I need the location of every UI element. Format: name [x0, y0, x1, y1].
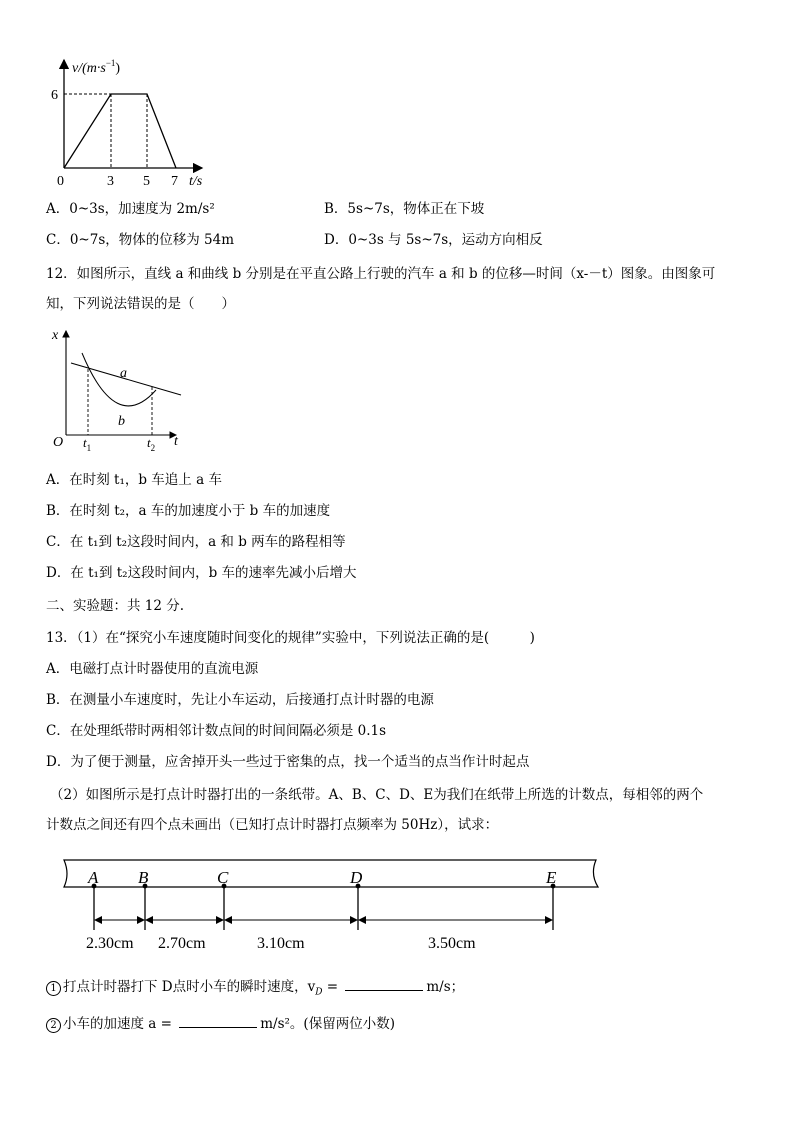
q12-option-c: C．在 t₁到 t₂这段时间内，a 和 b 两车的路程相等 [46, 534, 346, 550]
vt-x-tick-7: 7 [171, 174, 178, 189]
tape-label-c: C [217, 868, 229, 887]
vt-y-label: $v/(m\cdot s^{-1})$ [72, 58, 121, 76]
q13-sub1-subscript: D [315, 987, 323, 998]
vt-curve [64, 94, 176, 168]
dist-bc: 2.70cm [158, 935, 206, 952]
xt-label-b: b [118, 414, 125, 429]
answer-blank-vd[interactable] [345, 978, 423, 991]
vt-x-label: t/s [189, 174, 203, 189]
dist-de: 3.50cm [428, 935, 476, 952]
circled-number-1: 1 [46, 981, 61, 996]
q11-option-b: B．5s~7s，物体正在下坡 [324, 201, 485, 217]
xt-y-label: x [52, 328, 59, 343]
vt-y-tick-6: 6 [51, 88, 58, 103]
q13-part2-line2: 计数点之间还有四个点未画出（已知打点计时器打点频率为 50Hz），试求： [46, 817, 499, 833]
circled-number-2: 2 [46, 1018, 61, 1033]
q13-sub2-text: 小车的加速度 a = [63, 1016, 177, 1032]
vt-origin: 0 [57, 174, 64, 189]
q12-option-a: A．在时刻 t₁，b 车追上 a 车 [46, 472, 222, 488]
q13-stem: 13．（1）在“探究小车速度随时间变化的规律”实验中，下列说法正确的是( ) [46, 630, 535, 646]
q12-option-d: D．在 t₁到 t₂这段时间内，b 车的速率先减小后增大 [46, 565, 357, 581]
xt-curve-b [82, 353, 156, 406]
tape-label-b: B [138, 868, 149, 887]
q13-sub2 [46, 1015, 395, 1033]
xt-x-label: t [174, 434, 178, 449]
vt-x-tick-5: 5 [143, 174, 150, 189]
vt-graph [46, 52, 216, 192]
q12-option-b: B．在时刻 t₂，a 车的加速度小于 b 车的加速度 [46, 503, 331, 519]
q13-sub1-text: 打点计时器打下 D点时小车的瞬时速度，v [63, 979, 316, 995]
q12-stem-line2: 知，下列说法错误的是（ ） [46, 296, 235, 312]
q12-stem-line1: 12．如图所示，直线 a 和曲线 b 分别是在平直公路上行驶的汽车 a 和 b 的位移—时间（x-－t）图象。由图象可 [46, 266, 716, 282]
q13-option-b: B．在测量小车速度时，先让小车运动，后接通打点计时器的电源 [46, 692, 434, 708]
q13-sub2-unit: m/s²。(保留两位小数) [260, 1016, 395, 1032]
section-2-heading: 二、实验题：共 12 分. [46, 598, 185, 614]
dist-ab: 2.30cm [86, 935, 134, 952]
q11-option-d: D．0~3s 与 5s~7s，运动方向相反 [324, 232, 543, 248]
answer-blank-a[interactable] [179, 1015, 257, 1028]
q13-option-a: A．电磁打点计时器使用的直流电源 [46, 661, 259, 677]
q13-option-c: C．在处理纸带时两相邻计数点间的时间间隔必须是 0.1s [46, 723, 387, 739]
q13-part2-line1: （2）如图所示是打点计时器打出的一条纸带。A、B、C、D、E为我们在纸带上所选的计数点，每相邻的两个 [50, 787, 704, 803]
q11-option-a: A．0~3s，加速度为 2m/s² [46, 201, 215, 217]
q13-sub1-eq: = [322, 979, 343, 995]
xt-t2: $t_2$ [147, 435, 156, 453]
xt-origin: O [53, 435, 64, 450]
xt-label-a: a [120, 366, 127, 381]
tape-label-e: E [546, 868, 557, 887]
xt-t1: $t_1$ [83, 435, 92, 453]
tape-label-a: A [88, 868, 99, 887]
tape-label-d: D [350, 868, 363, 887]
q11-option-c: C．0~7s，物体的位移为 54m [46, 232, 235, 248]
q13-option-d: D．为了便于测量，应舍掉开头一些过于密集的点，找一个适当的点当作计时起点 [46, 754, 530, 770]
q13-sub1 [46, 978, 464, 1002]
dist-cd: 3.10cm [257, 935, 305, 952]
vt-x-tick-3: 3 [107, 174, 114, 189]
paper-tape-figure [58, 850, 604, 960]
xt-graph [46, 325, 196, 455]
q13-sub1-unit: m/s； [426, 979, 465, 995]
